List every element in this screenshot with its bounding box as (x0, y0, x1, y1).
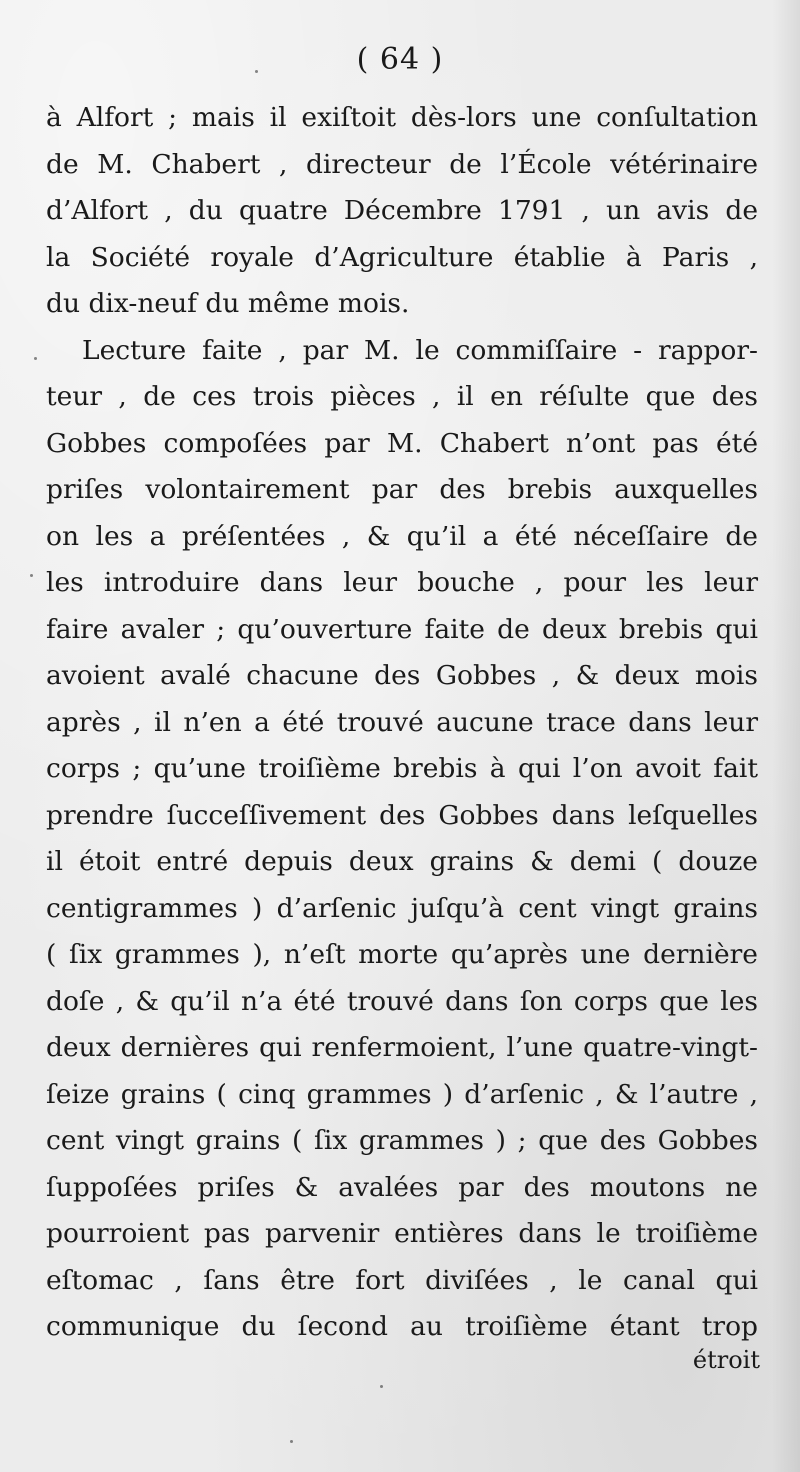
paper-speck (380, 1385, 383, 1388)
text-line: pourroient pas parvenir entières dans le troiſième (46, 1218, 758, 1249)
page-number: ( 64 ) (356, 42, 444, 77)
text-line: deux dernières qui renfermoient, l’une quatre-vingt- (46, 1032, 758, 1063)
paper-speck (34, 357, 37, 360)
text-line: eſtomac , ſans être fort diviſées , le canal qui (46, 1264, 758, 1296)
text-line: prendre ſucceſſivement des Gobbes dans leſquelles (46, 799, 758, 831)
text-line: doſe , & qu’il n’a été trouvé dans ſon corps que les (46, 985, 758, 1017)
text-line: cent vingt grains ( ſix grammes ) ; que des Gobbes (46, 1125, 758, 1156)
text-line: d’Alfort , du quatre Décembre 1791 , un avis de (46, 195, 758, 226)
text-line: priſes volontairement par des brebis auxquelles (46, 474, 758, 505)
page-edge-shadow (772, 0, 800, 1472)
text-line: il étoit entré depuis deux grains & demi ( douze (46, 846, 758, 877)
paper-speck (30, 574, 33, 577)
text-line: après , il n’en a été trouvé aucune trace dans leur (46, 706, 758, 738)
text-line: ſuppoſées priſes & avalées par des moutons ne (46, 1171, 758, 1203)
text-line: corps ; qu’une troiſième brebis à qui l’on avoit fait (46, 753, 758, 784)
text-line: avoient avalé chacune des Gobbes , & deux mois (46, 660, 758, 691)
text-line: les introduire dans leur bouche , pour les leur (46, 567, 758, 598)
text-line: de M. Chabert , directeur de l’École vétérinaire (46, 148, 758, 180)
paper-speck (290, 1440, 293, 1443)
text-line: ( ſix grammes ), n’eſt morte qu’après une dernière (46, 939, 758, 970)
text-line: centigrammes ) d’arſenic juſqu’à cent vingt grains (46, 892, 758, 924)
catchword: étroit (692, 1346, 760, 1374)
text-line: teur , de ces trois pièces , il en réſulte que des (46, 381, 758, 412)
body-text (46, 95, 758, 1351)
paper-speck (255, 70, 258, 73)
text-line: Lecture faite , par M. le commiſſaire - rappor- (82, 334, 758, 366)
text-line: communique du ſecond au troiſième étant trop (46, 1311, 758, 1342)
text-line: du dix-neuf du même mois. (46, 288, 410, 319)
text-line: la Société royale d’Agriculture établie à Paris , (46, 241, 758, 273)
text-line: à Alfort ; mais il exiſtoit dès-lors une conſultation (46, 102, 758, 133)
text-line: Gobbes compoſées par M. Chabert n’ont pas été (46, 427, 758, 459)
text-line: faire avaler ; qu’ouverture faite de deux brebis qui (46, 613, 758, 645)
text-line: on les a préſentées , & qu’il a été néceſſaire de (46, 520, 758, 552)
text-line: ſeize grains ( cinq grammes ) d’arſenic , & l’autre , (46, 1078, 758, 1110)
